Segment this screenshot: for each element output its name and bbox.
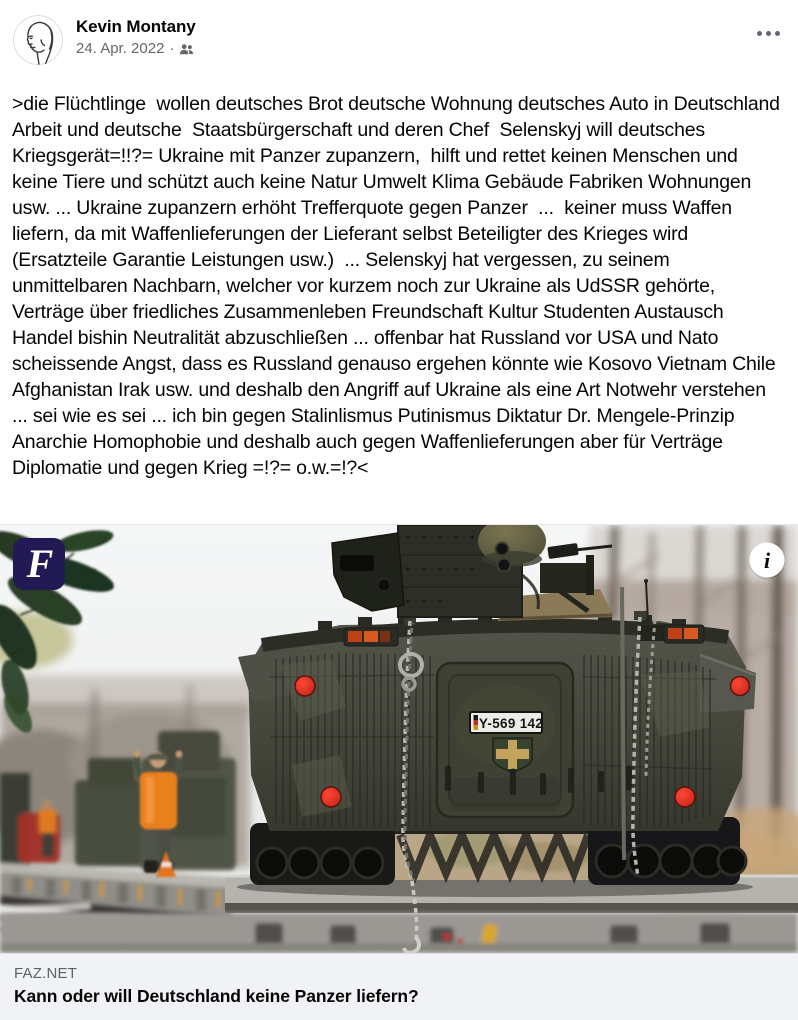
info-icon: i [763,548,771,573]
friends-icon [179,42,194,57]
ellipsis-icon [766,31,771,36]
license-plate-text: Y-569 142 [478,716,544,731]
post-meta [76,41,755,57]
link-headline: Kann oder will Deutschland keine Panzer liefern? [14,986,419,1006]
post-header [0,0,798,65]
faz-logo [13,538,65,590]
unit-insignia [493,738,532,772]
more-options-button[interactable] [755,27,782,40]
meta-separator: · [169,40,175,57]
attachment-photo[interactable] [0,524,798,953]
license-plate [470,712,543,733]
timestamp[interactable]: 24. Apr. 2022 [76,40,165,57]
post-text: >die Flüchtlinge wollen deutsches Brot deutsche Wohnung deutsches Auto in Deutschland Arbeit und deutsche Staatsbürgerschaft und deren Chef Selenskyj will deutsches Kriegsgerät=!!?= Ukraine mit Panzer zupanzern, hilft und rettet keinen Menschen und keine Tiere und schützt auch keine Natur Umwelt Klima Gebäude Fabriken Wohnungen usw. ... Ukraine zupanzern erhöht Trefferquote gegen Panzer ... keiner muss Waffen liefern, da mit Waffenlieferungen der Lieferant selbst Beteiligter des Krieges wird (Ersatzteile Garantie Leistungen usw.) ... Selenskyj hat vergessen, zu seinem unmittelbaren Nachbarn, welcher vor kurzem noch zur Ukraine als UdSSR gehörte, Verträge über friedliches Zusammenleben Freundschaft Kultur Studenten Austausch Handel bishin Neutralität abzuschließen ... offenbar hat Russland vor USA und Nato scheissende Angst, dass es Russland genauso ergehen könnte wie Kosovo Vietnam Chile Afghanistan Irak usw. und deshalb den Angriff auf Ukraine als eine Art Notwehr verstehen ... sei wie es sei ... ich bin gegen Stalinlismus Putinismus Diktatur Dr. Mengele-Prinzip Anarchie Homophobie und deshalb auch gegen Waffenlieferungen aber für Verträge Diplomatie und gegen Krieg =!?= o.w.=!?< [12,93,784,479]
ellipsis-icon [757,31,762,36]
faz-fraktur-f-icon: F [26,541,54,586]
avatar[interactable] [13,15,63,65]
info-button[interactable] [750,543,785,580]
link-preview-bar[interactable] [0,953,798,1020]
link-attachment[interactable] [0,524,798,1020]
ellipsis-icon [775,31,780,36]
foreground-flatcar [0,913,798,953]
header-info [76,15,755,57]
author-name[interactable]: Kevin Montany [76,17,196,36]
link-source: FAZ.NET [14,965,78,982]
